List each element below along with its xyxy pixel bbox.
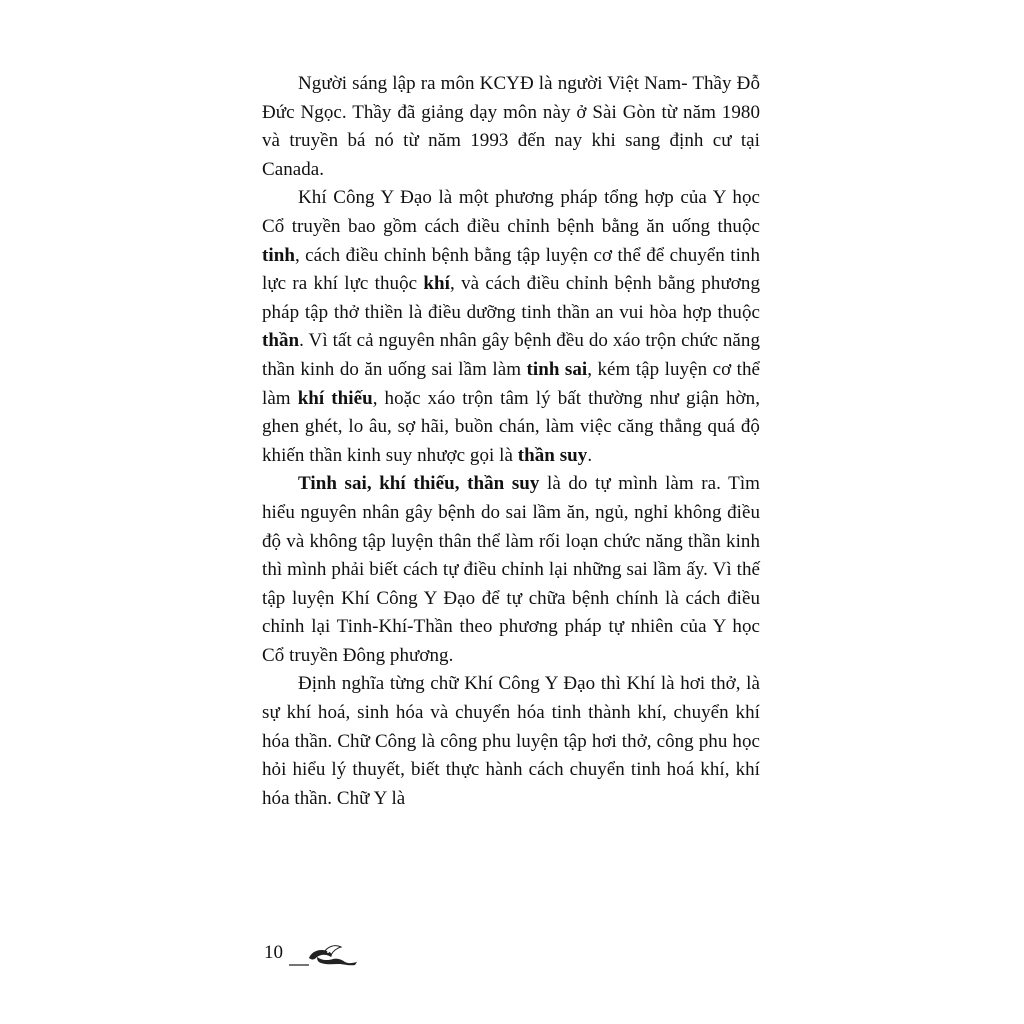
text-run: , và cách điều chỉnh bệnh bằng phương pháp tập thở thiền là điều dưỡng tinh thần an vui hòa hợp thuộc [262,273,760,323]
text-run: . Vì tất cả nguyên nhân gây bệnh đều do xáo trộn chức năng thần kinh do ăn uống sai lầm làm [262,330,760,380]
text-run: Người sáng lập ra môn KCYĐ là người Việt Nam- Thầy Đỗ Đức Ngọc. Thầy đã giảng dạy môn này ở Sài Gòn từ năm 1980 và truyền bá nó từ năm 1993 đến nay khi sang định cư tại Canada. [262,73,760,180]
bold-term-tinh: tinh [262,244,295,266]
text-run: , cách điều chỉnh bệnh bằng tập luyện cơ thể để chuyển tinh lực ra khí lực thuộc [262,244,760,295]
paragraph-2 [262,184,760,470]
paragraph-4 [262,670,760,813]
page-number: 10 [264,942,283,963]
bold-term-than: thần [262,330,300,352]
page-body [262,70,760,813]
bold-phrase-tinh-khi-than: Tinh sai, khí thiếu, thần suy [298,473,540,495]
bold-term-khi: khí [423,273,450,295]
bold-term-khi-thieu: khí thiếu [297,387,373,409]
paragraph-3 [262,470,760,670]
text-run: , hoặc xáo trộn tâm lý bất thường như giận hờn, ghen ghét, lo âu, sợ hãi, buồn chán, làm việc căng thẳng quá độ khiến thần kinh suy nhược gọi là [262,387,760,466]
text-run: . [587,444,593,466]
paragraph-1 [262,70,760,184]
text-run: Định nghĩa từng chữ Khí Công Y Đạo thì Khí là hơi thở, là sự khí hoá, sinh hóa và chuyển hóa tinh thành khí, chuyển khí hóa thần. Chữ Công là công phu luyện tập hơi thở, công phu học hỏi hiểu lý thuyết, biết thực hành cách chuyển tinh hoá khí, khí hóa thần. Chữ Y là [262,673,760,809]
bold-term-tinh-sai: tinh sai [526,358,588,380]
text-run: , kém tập luyện cơ thể làm [262,358,760,409]
bird-ornament-icon [287,942,359,968]
page-footer [264,938,359,968]
text-run: là do tự mình làm ra. Tìm hiểu nguyên nhân gây bệnh do sai lầm ăn, ngủ, nghỉ không điều độ và không tập luyện thân thể làm rối loạn chức năng thần kinh thì mình phải biết cách tự điều chỉnh lại những sai lầm ấy. Vì thế tập luyện Khí Công Y Đạo để tự chữa bệnh chính là cách điều chỉnh lại Tinh-Khí-Thần theo phương pháp tự nhiên của Y học Cổ truyền Đông phương. [262,473,760,666]
text-run: Khí Công Y Đạo là một phương pháp tổng hợp của Y học Cổ truyền bao gồm cách điều chỉnh bệnh bằng ăn uống thuộc [262,187,760,237]
bold-term-than-suy: thần suy [517,444,588,466]
